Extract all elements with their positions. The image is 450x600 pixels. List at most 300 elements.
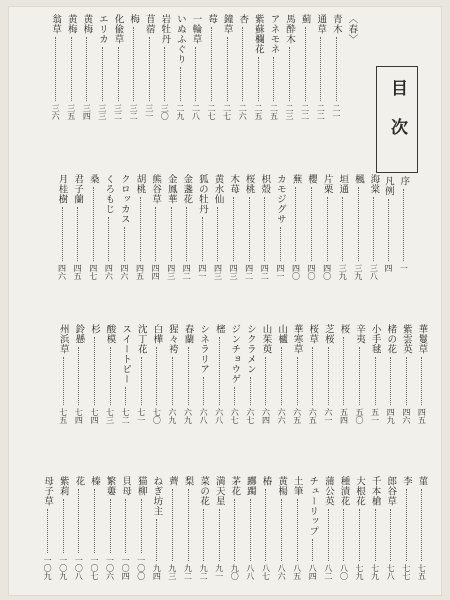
toc-entry-title: 通草 xyxy=(315,14,327,34)
toc-entry-title: 小手毬 xyxy=(369,324,381,354)
dot-leader xyxy=(202,217,203,261)
toc-entry-title: 楮の花 xyxy=(385,324,397,354)
toc-entry-page: 二五 xyxy=(269,104,279,120)
toc-entry xyxy=(235,14,251,120)
dot-leader xyxy=(250,499,251,561)
toc-entry-title: 岩牡丹 xyxy=(159,14,171,44)
dot-leader xyxy=(172,489,173,561)
dot-leader xyxy=(155,207,156,261)
toc-entry-page: 四五 xyxy=(417,408,427,424)
toc-entry-page: 五四 xyxy=(339,408,349,424)
toc-entry xyxy=(118,476,134,580)
toc-entry-page: 九三 xyxy=(167,564,177,580)
toc-entry-page: 四五 xyxy=(135,264,145,280)
dot-leader xyxy=(108,217,109,261)
toc-entry xyxy=(56,324,72,424)
toc-entry-page: 九四 xyxy=(152,564,162,580)
toc-entry-title: 紫雲英 xyxy=(400,324,412,354)
toc-entry xyxy=(290,324,306,424)
toc-entry xyxy=(320,174,336,280)
dot-leader xyxy=(320,37,321,101)
dot-leader xyxy=(186,207,187,261)
toc-entry-title: 貝母 xyxy=(120,476,132,496)
toc-entry-title: 金鳳華 xyxy=(165,174,177,204)
dot-leader xyxy=(312,539,313,561)
toc-entry-page: 四四 xyxy=(151,264,161,280)
toc-entry-page: 三九 xyxy=(353,264,363,280)
toc-entry-title: 垣通 xyxy=(337,174,349,194)
block-top-left xyxy=(38,14,360,120)
dot-leader xyxy=(375,357,376,405)
toc-entry-title: 茅花 xyxy=(229,476,241,496)
toc-entry-page: 三一 xyxy=(144,104,154,120)
toc-entry xyxy=(305,476,321,580)
dot-leader xyxy=(63,357,64,405)
dot-leader xyxy=(358,187,359,261)
toc-entry-page: 一〇六 xyxy=(105,556,115,580)
toc-entry-page: 四六 xyxy=(119,264,129,280)
toc-entry-title: 黄梅 xyxy=(81,14,93,34)
book-page xyxy=(8,6,442,596)
toc-entry xyxy=(226,174,242,280)
toc-entry xyxy=(220,14,236,120)
toc-entry-title: 菜の花 xyxy=(198,476,210,506)
toc-entry-page: 九二 xyxy=(199,564,209,580)
block-second-row xyxy=(38,174,382,280)
toc-entry-page: 三八 xyxy=(369,264,379,280)
toc-entry-title: 〈春〉 xyxy=(346,14,358,44)
toc-entry-title: 山茱萸 xyxy=(260,324,272,354)
dot-leader xyxy=(421,357,422,405)
toc-entry-title: 梅 xyxy=(128,14,140,24)
toc-entry xyxy=(118,324,134,424)
dot-leader xyxy=(110,499,111,553)
toc-entry-title: 蒲公英 xyxy=(322,476,334,506)
toc-entry-page: 四三 xyxy=(229,264,239,280)
toc-entry-page: 三二 xyxy=(129,104,139,120)
dot-leader xyxy=(406,489,407,561)
toc-entry xyxy=(71,476,87,580)
dot-leader xyxy=(140,197,141,261)
toc-entry-title: 大根花 xyxy=(354,476,366,506)
toc-entry xyxy=(70,174,86,280)
toc-entry-title: 蕪 xyxy=(290,174,302,184)
toc-entry-page: 三〇 xyxy=(160,104,170,120)
toc-entry xyxy=(157,14,173,120)
toc-entry-page: 六一 xyxy=(323,408,333,424)
toc-entry-title: 杏 xyxy=(237,14,249,24)
toc-entry-title: 狐の牡丹 xyxy=(196,174,208,214)
toc-entry-page: 二六 xyxy=(238,104,248,120)
toc-entry xyxy=(381,176,397,272)
toc-entry-title: 海棠 xyxy=(368,174,380,194)
toc-entry-page: 二八 xyxy=(191,104,201,120)
dot-leader xyxy=(86,37,87,101)
toc-entry-title: ねぎ坊主 xyxy=(151,476,163,516)
toc-entry-title: 莓 xyxy=(206,14,218,24)
toc-entry-title: 薊 xyxy=(299,14,311,24)
toc-entry-page: 四二 xyxy=(182,264,192,280)
toc-entry xyxy=(257,174,273,280)
toc-entry xyxy=(173,14,189,120)
toc-entry-title: シクラメン xyxy=(244,324,256,374)
toc-entry xyxy=(242,174,258,280)
toc-entry xyxy=(274,476,290,580)
dot-leader xyxy=(403,189,404,261)
toc-entry-title: 春蘭 xyxy=(182,324,194,344)
toc-entry-page: 一〇四 xyxy=(121,556,131,580)
toc-entry xyxy=(383,476,399,580)
toc-entry-page: 四〇 xyxy=(307,264,317,280)
toc-entry-title: 満天星 xyxy=(213,476,225,506)
dot-leader xyxy=(258,57,259,101)
toc-entry-page: 六四 xyxy=(261,408,271,424)
dot-leader xyxy=(94,337,95,405)
dot-leader xyxy=(297,499,298,561)
toc-entry xyxy=(414,324,430,424)
toc-entry-title: アネモネ xyxy=(268,14,280,54)
toc-entry-title: 紫莉 xyxy=(57,476,69,496)
toc-entry-page: 四五 xyxy=(73,264,83,280)
dot-leader xyxy=(188,489,189,561)
toc-entry xyxy=(204,14,220,120)
toc-entry xyxy=(179,174,195,280)
dot-leader xyxy=(359,347,360,405)
dot-leader xyxy=(373,197,374,261)
dot-leader xyxy=(156,519,157,561)
toc-entry-title: 黄楊 xyxy=(276,476,288,496)
toc-entry-title: 凡例 xyxy=(382,176,394,196)
toc-entry-title: 苜蓿 xyxy=(143,14,155,34)
dot-leader xyxy=(359,509,360,561)
toc-entry-page: 八六 xyxy=(277,564,287,580)
toc-entry-page: 一〇九 xyxy=(58,556,68,580)
dot-leader xyxy=(125,387,126,405)
dot-leader xyxy=(172,357,173,405)
toc-entry-page: 六五 xyxy=(292,408,302,424)
dot-leader xyxy=(171,207,172,261)
toc-entry-title: 熊谷草 xyxy=(150,174,162,204)
toc-entry-page: 四一 xyxy=(275,264,285,280)
toc-entry-title: 繁蔞 xyxy=(104,476,116,496)
dot-leader xyxy=(328,509,329,561)
toc-entry-page: 六九 xyxy=(183,408,193,424)
dot-leader xyxy=(94,489,95,553)
dot-leader xyxy=(421,489,422,561)
dot-leader xyxy=(281,347,282,405)
toc-entry-title: スイートピー xyxy=(120,324,132,384)
dot-leader xyxy=(133,27,134,101)
toc-entry-title: 金盞花 xyxy=(181,174,193,204)
toc-entry xyxy=(117,174,133,280)
dot-leader xyxy=(234,499,235,561)
dot-leader xyxy=(110,347,111,405)
toc-entry-page: 六八 xyxy=(214,408,224,424)
toc-entry-page: 二九 xyxy=(175,104,185,120)
toc-entry-page: 四〇 xyxy=(322,264,332,280)
toc-entry xyxy=(383,324,399,424)
toc-entry xyxy=(243,324,259,424)
dot-leader xyxy=(242,27,243,101)
dot-leader xyxy=(297,357,298,405)
toc-entry xyxy=(196,476,212,580)
toc-entry xyxy=(298,14,314,120)
toc-entry-title: 辛夷 xyxy=(354,324,366,344)
toc-entry xyxy=(251,14,267,120)
dot-leader xyxy=(217,207,218,261)
toc-entry-page: 一〇七 xyxy=(89,556,99,580)
toc-entry-title: 州浜草 xyxy=(57,324,69,354)
dot-leader xyxy=(149,37,150,101)
toc-entry-page: 七八 xyxy=(386,564,396,580)
toc-entry xyxy=(142,14,158,120)
dot-leader xyxy=(141,499,142,553)
toc-entry-title: 黄水仙 xyxy=(212,174,224,204)
toc-entry xyxy=(305,324,321,424)
toc-entry-page: 三五 xyxy=(66,104,76,120)
toc-entry-title: 種漬花 xyxy=(338,476,350,506)
dot-leader xyxy=(203,377,204,405)
dot-leader xyxy=(211,27,212,101)
toc-entry xyxy=(258,324,274,424)
dot-leader xyxy=(55,37,56,101)
toc-entry-title: 君子蘭 xyxy=(72,174,84,204)
toc-entry xyxy=(86,174,102,280)
toc-entry-page: 二二 xyxy=(300,104,310,120)
toc-entry-title: 白樺 xyxy=(151,324,163,344)
toc-entry-title: いぬふぐり xyxy=(174,14,186,64)
toc-entry-page: 七二 xyxy=(121,408,131,424)
toc-entry-title: 鐘草 xyxy=(221,14,233,34)
dot-leader xyxy=(265,489,266,561)
toc-entry xyxy=(368,476,384,580)
toc-entry-page: 四一 xyxy=(197,264,207,280)
dot-leader xyxy=(312,347,313,405)
dot-leader xyxy=(124,227,125,261)
toc-entry xyxy=(352,476,368,580)
toc-entry-page: 四七 xyxy=(88,264,98,280)
toc-entry-title: 薺 xyxy=(166,476,178,486)
dot-leader xyxy=(219,337,220,405)
toc-entry-page: 一 xyxy=(399,264,409,272)
toc-entry xyxy=(227,476,243,580)
dot-leader xyxy=(281,499,282,561)
dot-leader xyxy=(141,357,142,405)
dot-leader xyxy=(342,197,343,261)
toc-entry-title: 楓 xyxy=(352,174,364,184)
toc-entry-title: 翁草 xyxy=(50,14,62,34)
toc-entry-title: シネラリア xyxy=(198,324,210,374)
toc-entry xyxy=(87,476,103,580)
toc-entry-page: 一〇〇 xyxy=(136,556,146,580)
dot-leader xyxy=(295,187,296,261)
toc-entry xyxy=(414,476,430,580)
toc-entry xyxy=(304,174,320,280)
toc-entry-title: 梨 xyxy=(182,476,194,486)
toc-entry-page: 二一 xyxy=(331,104,341,120)
toc-entry xyxy=(243,476,259,580)
toc-entry-title: 榛 xyxy=(88,476,100,486)
dot-leader xyxy=(118,47,119,101)
toc-entry xyxy=(313,14,329,120)
toc-entry-page: 三二 xyxy=(113,104,123,120)
toc-entry-page: 六五 xyxy=(308,408,318,424)
dot-leader xyxy=(63,499,64,553)
toc-entry xyxy=(399,324,415,424)
toc-entry-page: 七一 xyxy=(136,408,146,424)
toc-entry xyxy=(321,476,337,580)
toc-entry xyxy=(399,476,415,580)
toc-entry xyxy=(87,324,103,424)
toc-entry xyxy=(258,476,274,580)
toc-entry-page: 四三 xyxy=(213,264,223,280)
toc-entry xyxy=(55,174,71,280)
toc-entry xyxy=(111,14,127,120)
toc-entry-title: 母子草 xyxy=(42,476,54,506)
toc-entry-page: 五〇 xyxy=(355,408,365,424)
dot-leader xyxy=(78,347,79,405)
toc-entry-page: 七五 xyxy=(417,564,427,580)
block-bottom-row xyxy=(38,476,430,580)
dot-leader xyxy=(388,199,389,261)
toc-entry-page: 六七 xyxy=(230,408,240,424)
toc-entry xyxy=(126,14,142,120)
toc-entry-title: 芝桜 xyxy=(322,324,334,344)
toc-entry-title: 一輪草 xyxy=(190,14,202,44)
toc-entry-page: 六八 xyxy=(199,408,209,424)
toc-entry xyxy=(212,476,228,580)
toc-entry-title: 土筆 xyxy=(291,476,303,496)
toc-entry-page: 一〇九 xyxy=(43,556,53,580)
toc-entry-page: 八七 xyxy=(261,564,271,580)
toc-entry xyxy=(227,324,243,424)
toc-entry-page: 七四 xyxy=(74,408,84,424)
dot-leader xyxy=(102,47,103,101)
toc-entry-title: 序 xyxy=(398,176,410,186)
dot-leader xyxy=(180,67,181,101)
toc-entry xyxy=(368,324,384,424)
dot-leader xyxy=(273,57,274,101)
dot-leader xyxy=(62,207,63,261)
toc-entry xyxy=(148,174,164,280)
toc-entry xyxy=(266,14,282,120)
dot-leader xyxy=(195,47,196,101)
toc-entry-title: 櫻 xyxy=(306,174,318,184)
block-third-row xyxy=(38,324,430,424)
toc-entry xyxy=(64,14,80,120)
toc-entry xyxy=(40,476,56,580)
dot-leader xyxy=(188,347,189,405)
dot-leader xyxy=(343,337,344,405)
toc-entry-page: 一〇八 xyxy=(74,556,84,580)
toc-entry-title: 馬酔木 xyxy=(284,14,296,44)
toc-entry xyxy=(188,14,204,120)
toc-entry-page: 九二 xyxy=(183,564,193,580)
dot-leader xyxy=(164,47,165,101)
toc-entry xyxy=(288,174,304,280)
toc-entry xyxy=(335,174,351,280)
toc-entry-page: 七九 xyxy=(355,564,365,580)
toc-entry xyxy=(212,324,228,424)
toc-entry-title: 胡桃 xyxy=(134,174,146,194)
dot-leader xyxy=(93,187,94,261)
dot-leader xyxy=(47,509,48,553)
toc-entry xyxy=(95,14,111,120)
toc-entry-page: 二三 xyxy=(285,104,295,120)
toc-entry xyxy=(56,476,72,580)
toc-entry xyxy=(282,14,298,120)
toc-entry-page: 四二 xyxy=(260,264,270,280)
toc-entry-page: 四二 xyxy=(244,264,254,280)
toc-entry-page: 八八 xyxy=(245,564,255,580)
toc-entry-title: 華寒草 xyxy=(291,324,303,354)
toc-entry xyxy=(336,476,352,580)
dot-leader xyxy=(327,197,328,261)
toc-entry-title: 紫蘇欄花 xyxy=(252,14,264,54)
toc-entry-title: 鈴懸 xyxy=(73,324,85,344)
dot-leader xyxy=(289,47,290,101)
toc-entry-page: 五一 xyxy=(370,408,380,424)
toc-entry-title: 青木 xyxy=(330,14,342,34)
toc-entry-title: 酸模 xyxy=(104,324,116,344)
dot-leader xyxy=(265,357,266,405)
dot-leader xyxy=(125,499,126,553)
dot-leader xyxy=(156,347,157,405)
toc-entry-title: 花 xyxy=(73,476,85,486)
toc-entry-page: 八四 xyxy=(308,564,318,580)
toc-entry-page: 四六 xyxy=(104,264,114,280)
toc-entry-title: 千本槍 xyxy=(369,476,381,506)
toc-entry-page: 二二 xyxy=(316,104,326,120)
dot-leader xyxy=(78,489,79,553)
toc-entry-page: 四六 xyxy=(57,264,67,280)
toc-heading-box xyxy=(376,66,418,173)
dot-leader xyxy=(203,509,204,561)
toc-entry xyxy=(210,174,226,280)
toc-entry-page: 三四 xyxy=(82,104,92,120)
dot-leader xyxy=(390,509,391,561)
toc-entry-title: カモジグサ xyxy=(274,174,286,224)
toc-entry-page: 八〇 xyxy=(339,564,349,580)
dot-leader xyxy=(234,387,235,405)
dot-leader xyxy=(71,37,72,101)
toc-entry-page: 七〇 xyxy=(152,408,162,424)
toc-entry xyxy=(321,324,337,424)
toc-entry-title: 枳殻 xyxy=(259,174,271,194)
toc-entry-page: 七七 xyxy=(401,564,411,580)
toc-entry-title: ジンチョウゲ xyxy=(229,324,241,384)
toc-entry-page: 六九 xyxy=(167,408,177,424)
toc-entry-title: 菫 xyxy=(416,476,428,486)
toc-entry-title: 華鬘草 xyxy=(416,324,428,354)
dot-leader xyxy=(233,197,234,261)
toc-entry-page: 七五 xyxy=(58,408,68,424)
toc-entry-title: 化偸草 xyxy=(112,14,124,44)
toc-entry-page: 四 xyxy=(383,264,393,272)
toc-entry xyxy=(196,324,212,424)
toc-entry xyxy=(396,176,412,272)
toc-entry xyxy=(274,324,290,424)
toc-entry-title: 躑躅 xyxy=(244,476,256,496)
toc-entry-page: 八五 xyxy=(292,564,302,580)
dot-leader xyxy=(250,377,251,405)
toc-entry xyxy=(165,324,181,424)
toc-entry-title: 木苺 xyxy=(228,174,240,194)
toc-entry-title: チューリップ xyxy=(307,476,319,536)
toc-entry-page: 九一 xyxy=(214,564,224,580)
toc-entry-page: 六七 xyxy=(245,408,255,424)
toc-entry-page: 八二 xyxy=(323,564,333,580)
